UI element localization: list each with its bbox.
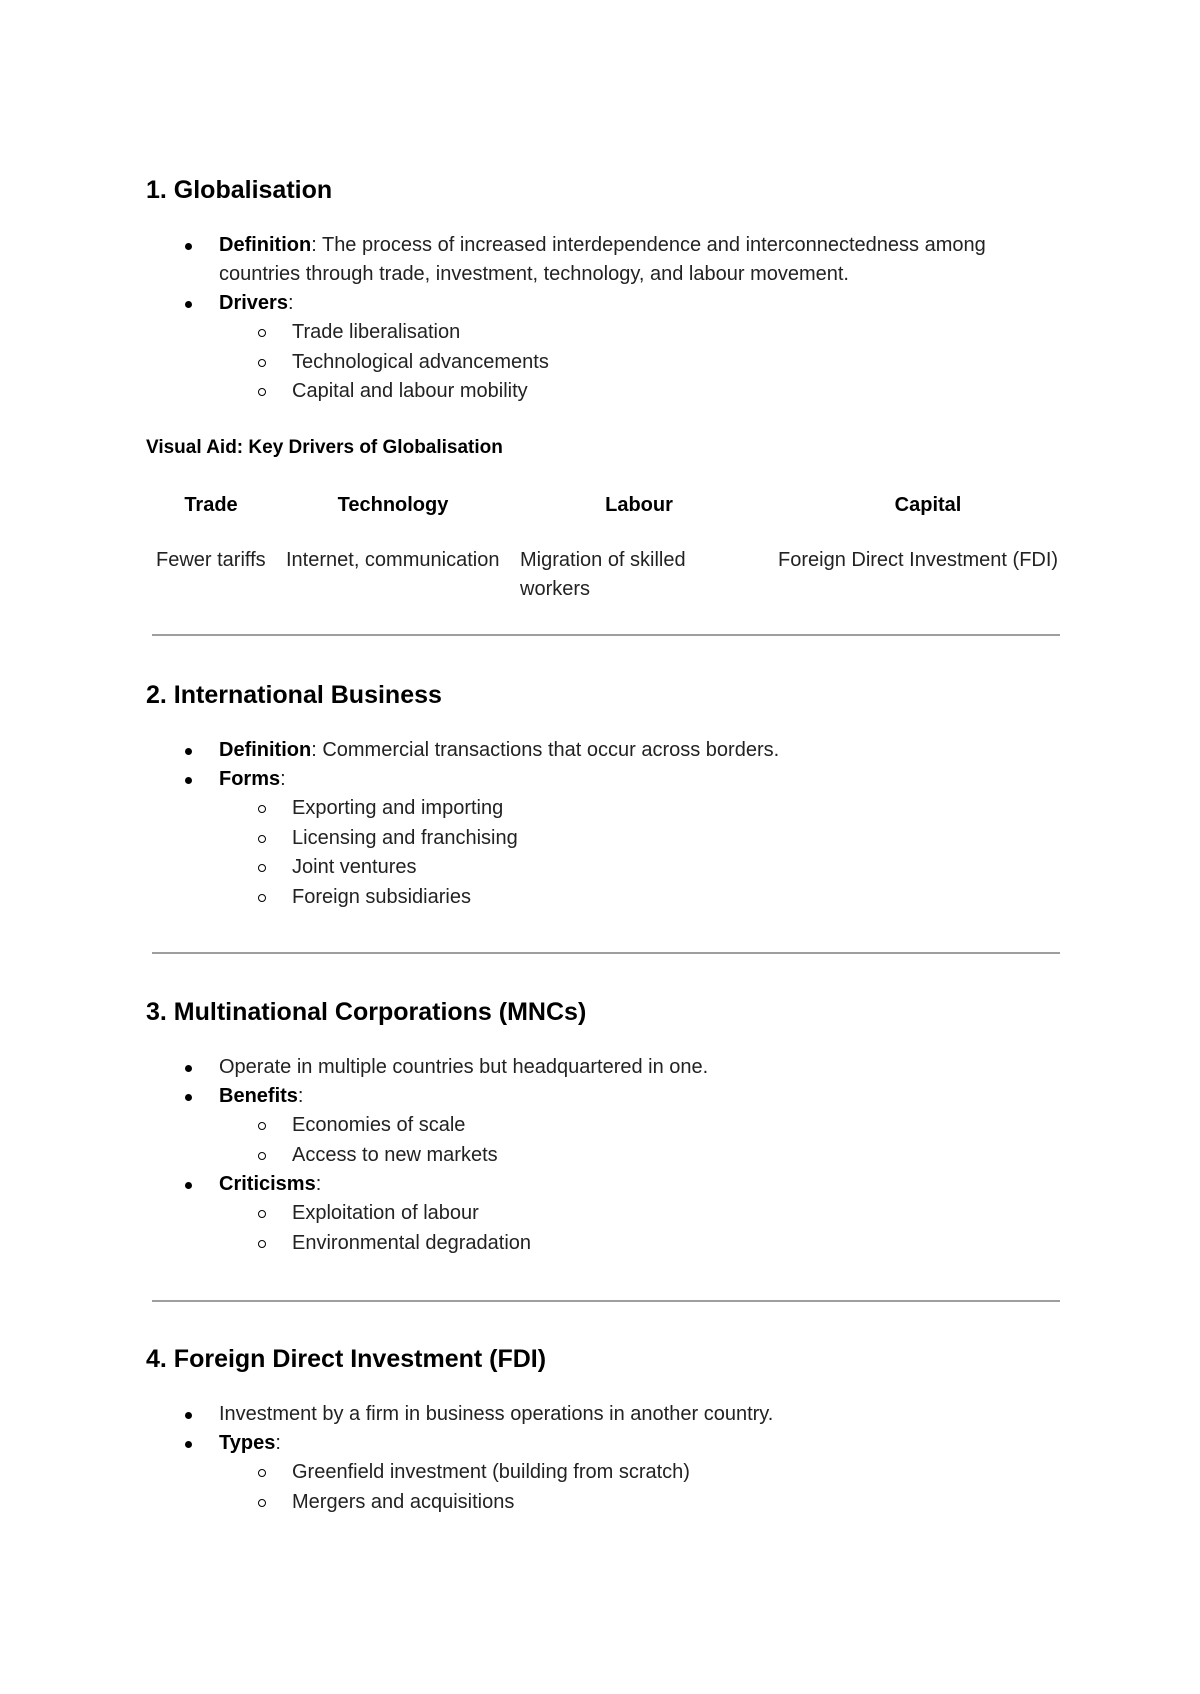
section-heading: 1. Globalisation	[146, 176, 333, 204]
bullet-icon	[185, 1065, 192, 1072]
sub-list-item: Foreign subsidiaries	[146, 883, 1066, 913]
item-text: : The process of increased interdependence and interconnectedness among countries through trade, investment, technology, and labour movement.	[219, 234, 986, 285]
sub-list-item: Joint ventures	[146, 853, 1066, 883]
item-term: Drivers	[219, 292, 288, 314]
item-text: Operate in multiple countries but headquartered in one.	[219, 1056, 709, 1078]
hollow-bullet-icon	[258, 388, 266, 396]
hollow-bullet-icon	[258, 1122, 266, 1130]
table-row	[146, 528, 1088, 604]
sub-list-item: Licensing and franchising	[146, 824, 1066, 854]
sub-list-item: Exploitation of labour	[146, 1199, 1066, 1229]
horizontal-rule	[152, 1300, 1060, 1302]
bullet-icon	[185, 1412, 192, 1419]
horizontal-rule	[152, 952, 1060, 954]
sub-list-item: Economies of scale	[146, 1111, 1066, 1141]
sub-list-item: Trade liberalisation	[146, 318, 1066, 348]
hollow-bullet-icon	[258, 1469, 266, 1477]
list-item	[146, 1053, 1066, 1082]
hollow-bullet-icon	[258, 359, 266, 367]
sub-list-item: Access to new markets	[146, 1141, 1066, 1171]
table-cell: Internet, communication	[286, 549, 500, 571]
item-term: Definition	[219, 739, 312, 761]
hollow-bullet-icon	[258, 805, 266, 813]
item-text: Investment by a firm in business operations in another country.	[219, 1403, 774, 1425]
table-cell: Migration of skilled workers	[520, 549, 686, 600]
table-header: Technology	[337, 494, 449, 516]
sub-list-item: Mergers and acquisitions	[146, 1488, 1066, 1518]
section-heading: 3. Multinational Corporations (MNCs)	[146, 998, 587, 1026]
item-text: :	[315, 1173, 322, 1195]
list-item	[146, 765, 1066, 912]
visual-aid-title: Visual Aid: Key Drivers of Globalisation	[146, 437, 503, 458]
hollow-bullet-icon	[258, 1210, 266, 1218]
horizontal-rule	[152, 634, 1060, 636]
sub-list	[146, 794, 1066, 912]
sub-list-item: Exporting and importing	[146, 794, 1066, 824]
sub-list-item: Environmental degradation	[146, 1229, 1066, 1259]
sub-list-item: Greenfield investment (building from scratch)	[146, 1458, 1066, 1488]
item-text: :	[275, 1432, 281, 1454]
item-term: Benefits	[219, 1085, 298, 1107]
hollow-bullet-icon	[258, 835, 266, 843]
bullet-icon	[185, 301, 192, 308]
bullet-list	[146, 231, 1066, 407]
bullet-icon	[185, 1182, 192, 1189]
section-heading: 4. Foreign Direct Investment (FDI)	[146, 1345, 547, 1373]
hollow-bullet-icon	[258, 1152, 266, 1160]
hollow-bullet-icon	[258, 329, 266, 337]
item-text: :	[297, 1085, 304, 1107]
item-text: :	[280, 768, 286, 790]
sub-list	[146, 1111, 1066, 1170]
bullet-icon	[185, 1094, 192, 1101]
item-term: Types	[219, 1432, 276, 1454]
hollow-bullet-icon	[258, 894, 266, 902]
bullet-list	[146, 1053, 1066, 1258]
sub-list-item: Technological advancements	[146, 348, 1066, 378]
item-text: :	[287, 292, 294, 314]
list-item	[146, 231, 1066, 289]
bullet-icon	[185, 243, 192, 250]
section-heading: 2. International Business	[146, 681, 442, 709]
section-globalisation	[146, 175, 1066, 407]
item-text: : Commercial transactions that occur across borders.	[311, 739, 780, 761]
hollow-bullet-icon	[258, 864, 266, 872]
hollow-bullet-icon	[258, 1499, 266, 1507]
item-term: Criticisms	[219, 1173, 316, 1195]
sub-list	[146, 1458, 1066, 1517]
table-header: Capital	[894, 494, 962, 516]
bullet-list	[146, 1400, 1066, 1517]
list-item	[146, 1429, 1066, 1517]
section-international-business	[146, 680, 1066, 912]
table-header-row	[146, 494, 1088, 528]
section-fdi	[146, 1344, 1066, 1517]
bullet-icon	[185, 777, 192, 784]
item-term: Forms	[219, 768, 281, 790]
sub-list	[146, 1199, 1066, 1258]
list-item	[146, 736, 1066, 765]
bullet-icon	[185, 1441, 192, 1448]
table-header: Trade	[184, 494, 238, 516]
section-mncs	[146, 997, 1066, 1258]
item-term: Definition	[219, 234, 312, 256]
table-cell: Foreign Direct Investment (FDI)	[778, 549, 1059, 571]
bullet-icon	[185, 748, 192, 755]
table-header: Labour	[605, 494, 673, 516]
sub-list	[146, 318, 1066, 407]
list-item	[146, 1082, 1066, 1170]
list-item	[146, 289, 1066, 407]
drivers-table	[146, 494, 1088, 604]
list-item	[146, 1400, 1066, 1429]
bullet-list	[146, 736, 1066, 912]
hollow-bullet-icon	[258, 1240, 266, 1248]
list-item	[146, 1170, 1066, 1258]
table-cell: Fewer tariffs	[156, 549, 266, 571]
sub-list-item: Capital and labour mobility	[146, 377, 1066, 407]
